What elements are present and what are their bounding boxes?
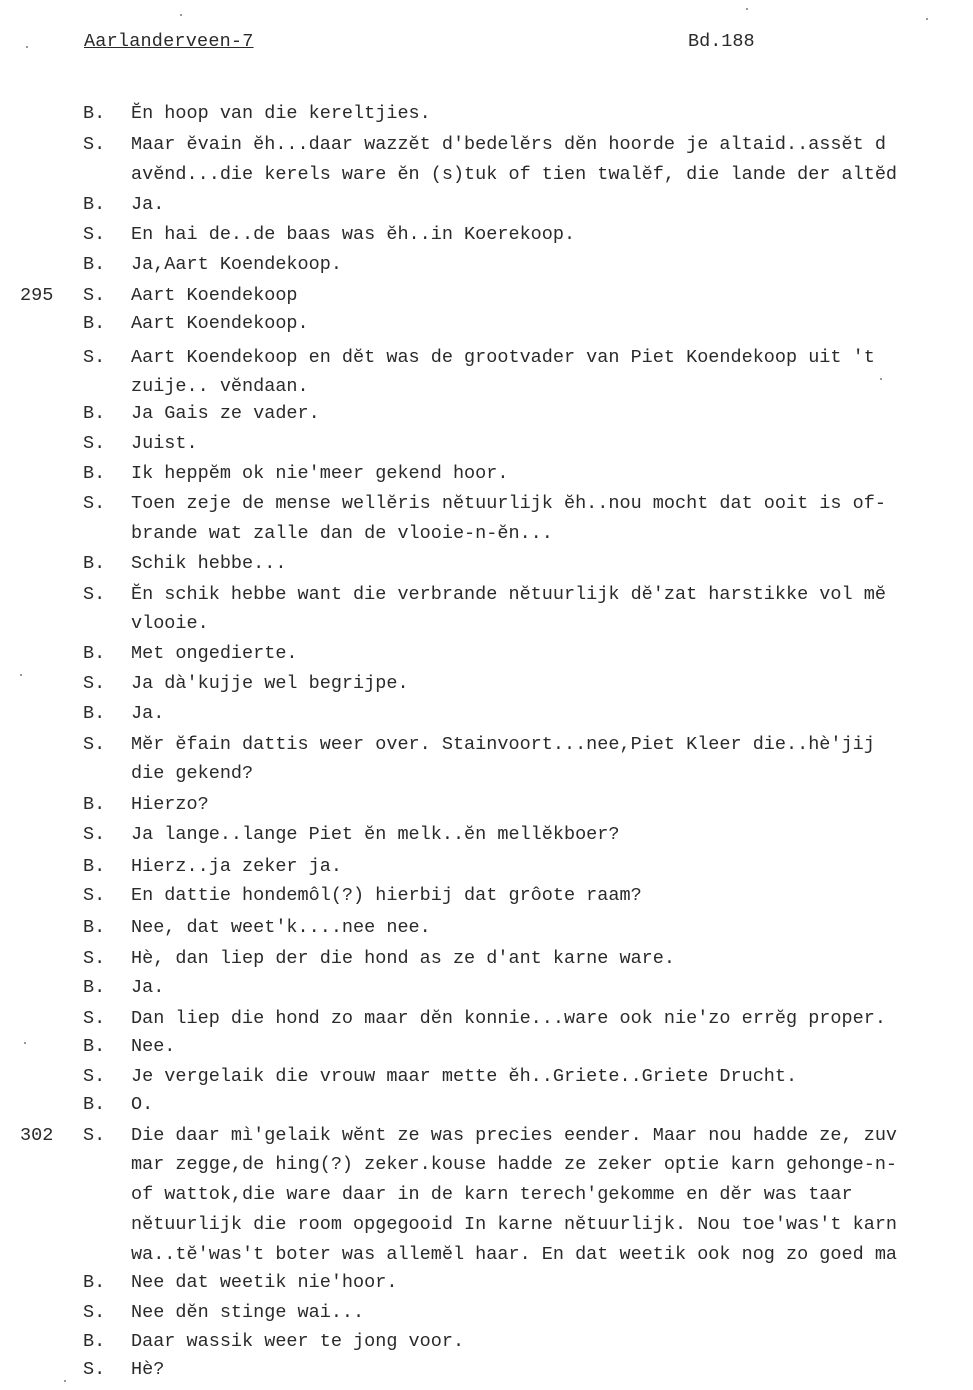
speaker-label: S. bbox=[83, 1125, 106, 1146]
utterance-text: Schik hebbe... bbox=[131, 553, 287, 574]
utterance-text: Ja dà'kujje wel begrijpe. bbox=[131, 673, 409, 694]
utterance-text: Ĕn schik hebbe want die verbrande nĕtuurlijk dĕ'zat harstikke vol mĕ bbox=[131, 584, 886, 605]
transcript-line bbox=[0, 164, 973, 190]
utterance-text: Die daar mì'gelaik wĕnt ze was precies eender. Maar nou hadde ze, zuv bbox=[131, 1125, 898, 1146]
transcript-line bbox=[0, 1008, 973, 1034]
speaker-label: S. bbox=[83, 134, 106, 155]
transcript-line bbox=[0, 1154, 973, 1180]
speaker-label: B. bbox=[83, 1272, 106, 1293]
transcript-line bbox=[0, 1184, 973, 1210]
speaker-label: B. bbox=[83, 463, 106, 484]
utterance-text: Aart Koendekoop. bbox=[131, 313, 309, 334]
transcript-line bbox=[0, 463, 973, 489]
transcript-line bbox=[0, 433, 973, 459]
utterance-text: Toen zeje de mense wellĕris nĕtuurlijk ĕh..nou mocht dat ooit is of- bbox=[131, 493, 886, 514]
page-number: Bd.188 bbox=[688, 31, 755, 52]
transcript-line bbox=[0, 584, 973, 610]
speaker-label: S. bbox=[83, 885, 106, 906]
transcript-line bbox=[0, 1066, 973, 1092]
transcript-line bbox=[0, 403, 973, 429]
transcript-line bbox=[0, 493, 973, 519]
transcript-line bbox=[0, 734, 973, 760]
utterance-text: Ik heppĕm ok nie'meer gekend hoor. bbox=[131, 463, 509, 484]
speaker-label: S. bbox=[83, 1008, 106, 1029]
utterance-text: Ja Gais ze vader. bbox=[131, 403, 320, 424]
speaker-label: S. bbox=[83, 347, 106, 368]
scan-speck bbox=[926, 18, 928, 20]
utterance-text: die gekend? bbox=[131, 763, 254, 784]
speaker-label: S. bbox=[83, 584, 106, 605]
speaker-label: B. bbox=[83, 254, 106, 275]
utterance-text: Nee. bbox=[131, 1036, 176, 1057]
speaker-label: B. bbox=[83, 313, 106, 334]
transcript-line bbox=[0, 1272, 973, 1298]
speaker-label: S. bbox=[83, 673, 106, 694]
speaker-label: B. bbox=[83, 403, 106, 424]
scan-speck bbox=[180, 14, 182, 16]
scan-speck bbox=[26, 46, 28, 48]
transcript-line bbox=[0, 194, 973, 220]
speaker-label: S. bbox=[83, 1359, 106, 1380]
speaker-label: S. bbox=[83, 1066, 106, 1087]
transcript-line bbox=[0, 254, 973, 280]
utterance-text: Nee dat weetik nie'hoor. bbox=[131, 1272, 398, 1293]
speaker-label: B. bbox=[83, 794, 106, 815]
speaker-label: S. bbox=[83, 948, 106, 969]
transcript-line bbox=[0, 347, 973, 373]
speaker-label: B. bbox=[83, 194, 106, 215]
scan-speck bbox=[20, 674, 22, 676]
transcript-line bbox=[0, 313, 973, 339]
speaker-label: S. bbox=[83, 493, 106, 514]
utterance-text: of wattok,die ware daar in de karn terech'gekomme en dĕr was taar bbox=[131, 1184, 853, 1205]
utterance-text: En dattie hondemôl(?) hierbij dat grôote raam? bbox=[131, 885, 642, 906]
speaker-label: S. bbox=[83, 734, 106, 755]
transcript-line bbox=[0, 917, 973, 943]
transcript-line bbox=[0, 1125, 973, 1151]
transcript-line bbox=[0, 1359, 973, 1385]
page-title: Aarlanderveen-7 bbox=[84, 31, 254, 52]
speaker-label: S. bbox=[83, 285, 106, 306]
utterance-text: Aart Koendekoop bbox=[131, 285, 298, 306]
transcript-line bbox=[0, 643, 973, 669]
transcript-line bbox=[0, 376, 973, 402]
speaker-label: B. bbox=[83, 977, 106, 998]
utterance-text: mar zegge,de hing(?) zeker.kouse hadde ze zeker optie karn gehonge-n- bbox=[131, 1154, 898, 1175]
transcript-line bbox=[0, 1331, 973, 1357]
utterance-text: avĕnd...die kerels ware ĕn (s)tuk of tien twalĕf, die lande der altĕd bbox=[131, 164, 898, 185]
speaker-label: B. bbox=[83, 1094, 106, 1115]
utterance-text: Maar ĕvain ĕh...daar wazzĕt d'bedelĕrs dĕn hoorde je altaid..assĕt d bbox=[131, 134, 886, 155]
transcript-line bbox=[0, 824, 973, 850]
transcript-line bbox=[0, 103, 973, 129]
transcript-line bbox=[0, 224, 973, 250]
utterance-text: brande wat zalle dan de vlooie-n-ĕn... bbox=[131, 523, 553, 544]
speaker-label: B. bbox=[83, 856, 106, 877]
utterance-text: Ja. bbox=[131, 194, 165, 215]
transcript-line bbox=[0, 285, 973, 311]
line-number: 302 bbox=[20, 1125, 54, 1146]
utterance-text: Aart Koendekoop en dĕt was de grootvader van Piet Koendekoop uit 't bbox=[131, 347, 875, 368]
utterance-text: Mĕr ĕfain dattis weer over. Stainvoort...nee,Piet Kleer die..hè'jij bbox=[131, 734, 875, 755]
speaker-label: B. bbox=[83, 1331, 106, 1352]
utterance-text: Hè, dan liep der die hond as ze d'ant karne ware. bbox=[131, 948, 675, 969]
utterance-text: Ja,Aart Koendekoop. bbox=[131, 254, 342, 275]
utterance-text: En hai de..de baas was ĕh..in Koerekoop. bbox=[131, 224, 576, 245]
utterance-text: Ja. bbox=[131, 703, 165, 724]
speaker-label: S. bbox=[83, 433, 106, 454]
speaker-label: B. bbox=[83, 917, 106, 938]
utterance-text: vlooie. bbox=[131, 613, 209, 634]
speaker-label: B. bbox=[83, 703, 106, 724]
transcript-line bbox=[0, 523, 973, 549]
utterance-text: Ĕn hoop van die kereltjies. bbox=[131, 103, 431, 124]
utterance-text: Dan liep die hond zo maar dĕn konnie...ware ook nie'zo errĕg proper. bbox=[131, 1008, 886, 1029]
scan-speck bbox=[64, 1380, 66, 1382]
transcript-line bbox=[0, 856, 973, 882]
transcript-line bbox=[0, 1244, 973, 1270]
transcript-line bbox=[0, 977, 973, 1003]
utterance-text: zuije.. vĕndaan. bbox=[131, 376, 309, 397]
transcript-line bbox=[0, 1036, 973, 1062]
utterance-text: Hierzo? bbox=[131, 794, 209, 815]
utterance-text: Hè? bbox=[131, 1359, 165, 1380]
transcript-line bbox=[0, 613, 973, 639]
speaker-label: S. bbox=[83, 224, 106, 245]
utterance-text: Daar wassik weer te jong voor. bbox=[131, 1331, 465, 1352]
utterance-text: Ja lange..lange Piet ĕn melk..ĕn mellĕkboer? bbox=[131, 824, 620, 845]
utterance-text: nĕtuurlijk die room opgegooid In karne nĕtuurlijk. Nou toe'was't karn bbox=[131, 1214, 898, 1235]
transcript-line bbox=[0, 763, 973, 789]
utterance-text: wa..tĕ'was't boter was allemĕl haar. En dat weetik ook nog zo goed ma bbox=[131, 1244, 898, 1265]
speaker-label: B. bbox=[83, 103, 106, 124]
transcript-line bbox=[0, 703, 973, 729]
utterance-text: Je vergelaik die vrouw maar mette ĕh..Griete..Griete Drucht. bbox=[131, 1066, 798, 1087]
transcript-line bbox=[0, 948, 973, 974]
speaker-label: B. bbox=[83, 1036, 106, 1057]
transcript-line bbox=[0, 1302, 973, 1328]
transcript-line bbox=[0, 553, 973, 579]
transcript-line bbox=[0, 134, 973, 160]
speaker-label: B. bbox=[83, 643, 106, 664]
scan-speck bbox=[880, 378, 882, 380]
speaker-label: S. bbox=[83, 1302, 106, 1323]
utterance-text: Nee, dat weet'k....nee nee. bbox=[131, 917, 431, 938]
speaker-label: B. bbox=[83, 553, 106, 574]
scan-speck bbox=[24, 1042, 26, 1044]
transcript-line bbox=[0, 1214, 973, 1240]
utterance-text: Nee dĕn stinge wai... bbox=[131, 1302, 365, 1323]
utterance-text: O. bbox=[131, 1094, 154, 1115]
utterance-text: Hierz..ja zeker ja. bbox=[131, 856, 342, 877]
speaker-label: S. bbox=[83, 824, 106, 845]
line-number: 295 bbox=[20, 285, 54, 306]
transcript-line bbox=[0, 673, 973, 699]
scan-speck bbox=[746, 8, 748, 10]
utterance-text: Ja. bbox=[131, 977, 165, 998]
transcript-line bbox=[0, 1094, 973, 1120]
transcript-line bbox=[0, 794, 973, 820]
utterance-text: Met ongedierte. bbox=[131, 643, 298, 664]
utterance-text: Juist. bbox=[131, 433, 198, 454]
transcript-line bbox=[0, 885, 973, 911]
